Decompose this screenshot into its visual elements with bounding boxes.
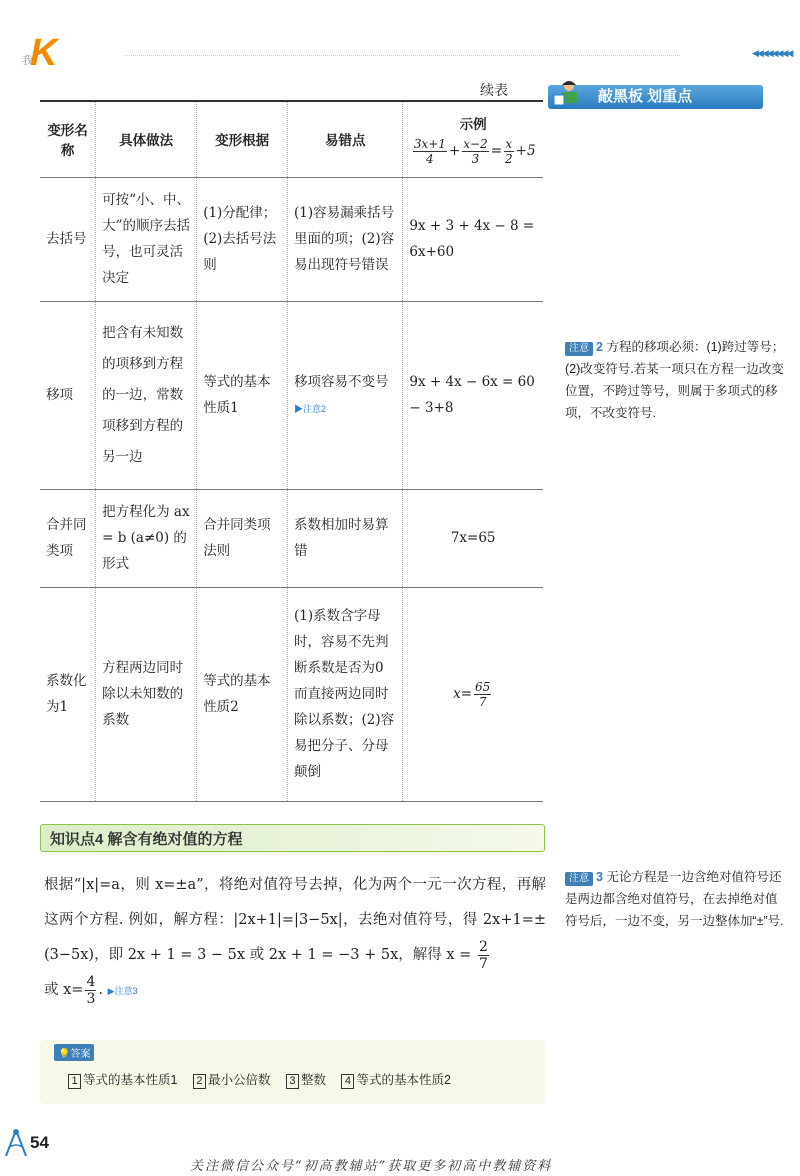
header-example-label: 示例: [459, 116, 487, 132]
row-method: 把含有未知数的项移到方程的一边，常数项移到方程的另一边: [96, 301, 197, 489]
explanation-paragraph: 根据“|x|=a，则 x=±a”，将绝对值符号去掉，化为两个一元一次方程，再解这两个方程. 例如，解方程：|2x+1|=|3−5x|，去绝对值符号，得 2x+1=±(3−5x)，即 2x + 1 = 3 − 5x 或 2x + 1 = −3 + 5x，解得 x = $\frac{2}{7}$ 或 x= $\frac{4}{3}$ . ▶注意3: [44, 877, 546, 1007]
row-example: 9x + 4x − 6x = 60 − 3+8: [403, 301, 543, 489]
row-pitfall: (1)容易漏乘括号里面的项；(2)容易出现符号错误: [288, 177, 403, 301]
row-method: 可按“小、中、大”的顺序去括号，也可灵活决定: [96, 177, 197, 301]
compass-icon: [0, 1128, 32, 1158]
row-example: 9x + 3 + 4x − 8 = 6x+60: [403, 177, 543, 301]
row-basis: 等式的基本性质2: [197, 587, 288, 801]
note-3-link[interactable]: ▶注意3: [107, 986, 138, 996]
side-banner: [548, 85, 763, 109]
row-name: 系数化为1: [40, 587, 96, 801]
note-text: 方程的移项必须：(1)跨过等号；(2)改变符号.若某一项只在方程一边改变位置，不跨过等号，则属于多项式的移项，不改变符号.: [565, 340, 785, 420]
row-example: 7x=65: [403, 489, 543, 587]
header-example: [403, 101, 543, 177]
table-row: [40, 489, 543, 587]
table-row: [40, 177, 543, 301]
arrows-icon: ◀◀◀◀◀◀◀◀: [752, 49, 792, 59]
page-number: 54: [30, 1133, 49, 1152]
paragraph-text: 根据“|x|=a，则 x=±a”，将绝对值符号去掉，化为两个一元一次方程，再解这两个方程. 例如，解方程：|2x+1|=|3−5x|，去绝对值符号，得 2x+1=±(3−5x)，即 2x + 1 = 3 − 5x 或 2x + 1 = −3 + 5x，解得 x =: [44, 877, 546, 963]
fraction: $\frac{2}{7}$: [478, 938, 488, 972]
note-number: 3: [596, 870, 603, 884]
answer-label: 💡答案: [54, 1044, 94, 1061]
paragraph-text: 或 x=: [44, 982, 84, 998]
knowledge-point-header: [40, 824, 545, 852]
row-basis: 合并同类项法则: [197, 489, 288, 587]
header-name: 变形名称: [40, 101, 96, 177]
row-pitfall: (1)系数含字母时，容易不先判断系数是否为0而直接两边同时除以系数；(2)容易把分子、分母颠倒: [288, 587, 403, 801]
row-name: 合并同类项: [40, 489, 96, 587]
note-number: 2: [596, 340, 603, 354]
header-method: 具体做法: [96, 101, 197, 177]
header-rule: [125, 55, 680, 56]
row-method: 把方程化为 ax = b (a≠0) 的形式: [96, 489, 197, 587]
note-badge: 注意: [565, 342, 593, 356]
knowledge-point-title: 知识点4 解含有绝对值的方程: [50, 831, 243, 848]
answer-item: 2 最小公倍数: [193, 1073, 271, 1087]
transform-table: [40, 100, 543, 802]
row-pitfall: 移项容易不变号▶注意2: [288, 301, 403, 489]
row-method: 方程两边同时除以未知数的系数: [96, 587, 197, 801]
answer-list: [68, 1070, 463, 1089]
logo-prefix: 我: [22, 55, 33, 67]
teacher-icon: [552, 79, 586, 109]
header-example-formula: $\frac{3x+1}{4}$ + $\frac{x-2}{3}$ = $\frac{x}{2}$ +5: [413, 136, 536, 166]
row-basis: (1)分配律；(2)去括号法则: [197, 177, 288, 301]
note-2-link[interactable]: ▶注意2: [294, 403, 327, 414]
note-badge: 注意: [565, 872, 593, 886]
answer-item: 1 等式的基本性质1: [68, 1073, 177, 1087]
fraction: $\frac{4}{3}$: [86, 973, 96, 1007]
table-row: [40, 587, 543, 801]
header-pitfall: 易错点: [288, 101, 403, 177]
continued-label: 续表: [480, 83, 508, 99]
table-row: [40, 301, 543, 489]
row-pitfall: 系数相加时易算错: [288, 489, 403, 587]
footer-note: 关注微信公众号“初高教辅站”获取更多初高中教辅资料: [190, 1159, 553, 1174]
row-example: x= $\frac{65}{7}$: [403, 587, 543, 801]
answer-box: [40, 1040, 545, 1104]
row-name: 去括号: [40, 177, 96, 301]
banner-text: 敲黑板 划重点: [598, 88, 693, 105]
answer-item: 4 等式的基本性质2: [341, 1073, 450, 1087]
row-name: 移项: [40, 301, 96, 489]
row-basis: 等式的基本性质1: [197, 301, 288, 489]
logo: K: [30, 32, 58, 74]
side-note-3: [565, 866, 787, 932]
note-text: 无论方程是一边含绝对值符号还是两边都含绝对值符号，在去掉绝对值符号后，一边不变，另一边整体加“±”号.: [565, 870, 784, 928]
header-basis: 变形根据: [197, 101, 288, 177]
answer-item: 3 整数: [286, 1073, 326, 1087]
side-note-2: [565, 336, 787, 424]
